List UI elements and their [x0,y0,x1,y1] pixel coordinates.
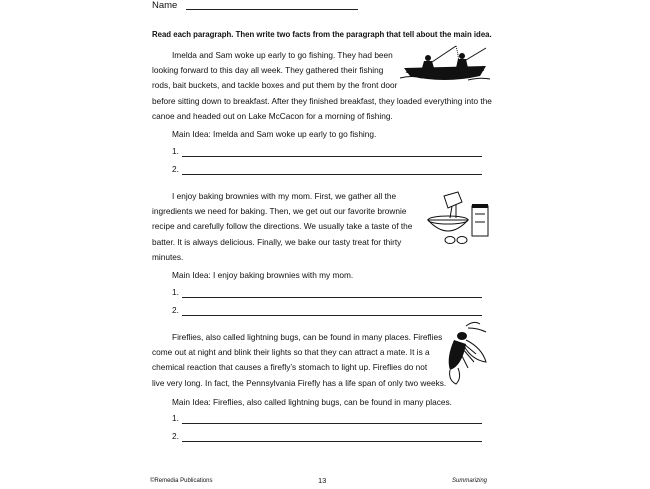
answer-line[interactable] [182,297,482,298]
answer-line[interactable] [182,174,482,175]
answer-line[interactable] [182,423,482,424]
answer-blank[interactable] [172,413,179,423]
footer-publisher: ©Remedia Publications [150,478,213,484]
main-idea: Main Idea: Imelda and Sam woke up early to go fishing. [172,129,377,139]
paragraph-line: recipe and carefully follow the directions. We usually take a taste of the [152,221,413,232]
paragraph-line: looking forward to this day all week. They gathered their fishing [152,65,384,76]
firefly-icon [436,318,492,388]
paragraph-line: live very long. In fact, the Pennsylvania Firefly has a life span of only two weeks. [152,377,447,388]
blank-number: 2. [172,164,179,174]
blank-number: 2. [172,431,179,441]
answer-blank[interactable] [172,305,179,315]
paragraph-line: Imelda and Sam woke up early to go fishing. They had been [172,50,393,60]
footer-subject: Summarizing [452,478,488,484]
page-number: 13 [318,476,327,485]
paragraph-line: chemical reaction that causes a firefly’s stomach to light up. Fireflies do not [152,362,428,373]
blank-number: 1. [172,146,179,156]
fishing-boat-icon [398,44,492,86]
mixer-and-flour-icon [424,190,492,246]
paragraph-line: Fireflies, also called lightning bugs, can be found in many places. Fireflies [172,332,443,342]
answer-line[interactable] [182,315,482,316]
answer-line[interactable] [182,156,482,157]
paragraph-brownies [152,189,412,265]
name-label: Name [152,0,178,11]
paragraph-line: rods, bait buckets, and tackle boxes and put them by the front door [152,80,398,91]
paragraph-line: before sitting down to breakfast. After they finished breakfast, they loaded everything into the [152,95,492,106]
answer-blank[interactable] [172,146,179,156]
answer-blank[interactable] [172,164,179,174]
paragraph-line: batter. It is always delicious. Finally, we bake our tasty treat for thirty [152,236,402,247]
blank-number: 1. [172,413,179,423]
answer-blank[interactable] [172,431,179,441]
paragraph-line: minutes. [152,251,184,262]
answer-line[interactable] [182,441,482,442]
name-field-line[interactable] [186,9,358,10]
paragraph-fireflies [152,330,446,391]
answer-blank[interactable] [172,287,179,297]
main-idea: Main Idea: I enjoy baking brownies with my mom. [172,270,354,280]
paragraph-line: I enjoy baking brownies with my mom. First, we gather all the [172,191,397,201]
instructions: Read each paragraph. Then write two facts from the paragraph that tell about the main idea. [152,30,492,39]
blank-number: 1. [172,287,179,297]
paragraph-line: canoe and headed out on Lake McCacon for a morning of fishing. [152,110,393,121]
main-idea: Main Idea: Fireflies, also called lightning bugs, can be found in many places. [172,397,452,407]
paragraph-line: ingredients we need for baking. Then, we get out our favorite brownie [152,206,407,217]
blank-number: 2. [172,305,179,315]
paragraph-line: come out at night and blink their lights so that they can attract a mate. It is a [152,347,430,358]
